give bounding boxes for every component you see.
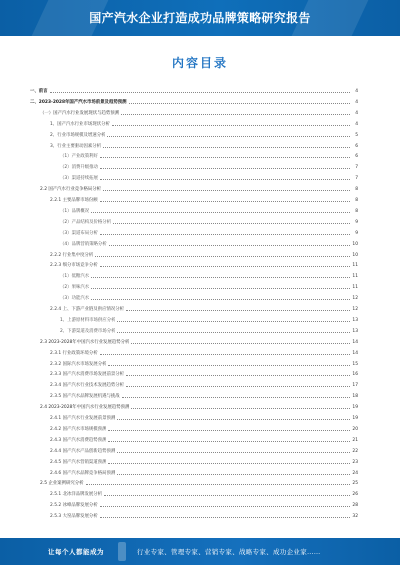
toc-entry-label: 2.4.2 国产汽水市场规模预测 xyxy=(50,426,107,432)
toc-leader-dots xyxy=(117,320,350,322)
toc-leader-dots xyxy=(109,244,350,246)
toc-entry-label: （2）果味汽水 xyxy=(60,285,90,291)
footer-divider xyxy=(118,542,126,561)
toc-entry-page: 9 xyxy=(355,230,358,236)
toc-leader-dots xyxy=(117,451,350,453)
toc-leader-dots xyxy=(108,440,350,442)
toc-leader-dots xyxy=(126,309,350,311)
toc-entry-page: 4 xyxy=(355,89,358,94)
toc-entry[interactable] xyxy=(30,110,358,116)
toc-entry-label: 2.4.1 国产汽水行业发展前景预测 xyxy=(50,416,116,421)
toc-entry[interactable] xyxy=(30,426,358,432)
toc-entry[interactable] xyxy=(30,241,358,247)
toc-entry-label: 2.2.2 行业集中度分析 xyxy=(50,252,94,258)
toc-entry-page: 14 xyxy=(352,350,358,356)
toc-leader-dots xyxy=(129,102,350,104)
report-title: 国产汽水企业打造成功品牌策略研究报告 xyxy=(89,11,311,25)
toc-entry-page: 12 xyxy=(352,296,358,302)
toc-entry-page: 26 xyxy=(352,492,358,498)
toc-entry-label: 1、国产汽水行业市场现状分析 xyxy=(50,121,110,127)
toc-leader-dots xyxy=(100,505,350,507)
toc-entry-page: 13 xyxy=(352,317,358,323)
toc-leader-dots xyxy=(95,255,350,257)
toc-leader-dots xyxy=(100,353,350,355)
toc-entry-label: 2.3.5 国产汽水品牌发展机遇与挑战 xyxy=(50,394,120,400)
toc-leader-dots xyxy=(91,298,350,300)
toc-entry-page: 11 xyxy=(352,274,358,280)
toc-entry[interactable] xyxy=(30,186,358,192)
toc-leader-dots xyxy=(91,287,350,289)
toc-entry-label: 2.4 2023-2028年中国汽水行业发展趋势预测 xyxy=(40,405,130,411)
toc-entry[interactable] xyxy=(30,99,358,105)
toc-entry-label: 2.4.4 国产汽水产品创新趋势预测 xyxy=(50,448,116,454)
toc-entry-label: 2.3 2023-2028年中国汽水行业发展趋势分析 xyxy=(40,339,130,345)
toc-entry[interactable] xyxy=(30,513,358,519)
toc-entry-page: 8 xyxy=(355,187,358,193)
toc-entry-page: 32 xyxy=(352,514,358,520)
toc-leader-dots xyxy=(100,516,350,518)
toc-entry[interactable] xyxy=(30,491,358,497)
toc-leader-dots xyxy=(108,462,350,464)
toc-entry-page: 11 xyxy=(352,263,358,269)
footer-banner xyxy=(0,538,400,565)
toc-leader-dots xyxy=(100,156,350,158)
toc-entry-label: （1）低糖汽水 xyxy=(60,274,90,280)
toc-entry[interactable] xyxy=(30,284,358,290)
toc-entry-page: 7 xyxy=(355,176,358,182)
toc-leader-dots xyxy=(122,396,350,398)
toc-heading: 内容目录 xyxy=(171,56,228,70)
toc-entry-page: 12 xyxy=(352,307,358,312)
toc-entry-page: 15 xyxy=(352,361,358,367)
toc-entry-label: 2.2.1 主要品牌市场份额 xyxy=(50,198,98,203)
toc-entry[interactable] xyxy=(30,132,358,138)
toc-entry-label: 2.5.1 北冰洋品牌发展分析 xyxy=(50,492,103,498)
toc-entry[interactable] xyxy=(30,143,358,149)
toc-leader-dots xyxy=(126,374,350,376)
toc-leader-dots xyxy=(91,211,350,213)
toc-leader-dots xyxy=(103,189,350,191)
toc-entry-label: （1）品牌概况 xyxy=(60,208,90,214)
toc-entry-page: 7 xyxy=(355,165,358,171)
toc-entry-page: 10 xyxy=(352,241,358,247)
toc-entry-page: 5 xyxy=(355,132,358,138)
toc-entry-label: 3、行业主要驱动因素分析 xyxy=(50,143,102,149)
toc-entry[interactable] xyxy=(30,273,358,279)
toc-leader-dots xyxy=(108,364,350,366)
toc-entry[interactable] xyxy=(30,339,358,345)
toc-entry-page: 8 xyxy=(355,208,358,214)
toc-entry-label: （3）功能汽水 xyxy=(60,296,90,302)
toc-entry-page: 18 xyxy=(352,394,358,400)
toc-entry[interactable] xyxy=(30,88,358,94)
toc-entry-label: 2.5 企业案例研究分析 xyxy=(40,481,84,487)
toc-entry[interactable] xyxy=(30,393,358,399)
toc-entry-page: 20 xyxy=(352,426,358,432)
toc-entry-label: 2.3.2 国际汽水市场发展分析 xyxy=(50,361,107,367)
toc-entry-page: 28 xyxy=(352,503,358,509)
toc-leader-dots xyxy=(131,407,350,409)
toc-entry-label: （4）品牌营销策略分析 xyxy=(60,241,107,247)
toc-leader-dots xyxy=(108,429,350,431)
toc-entry[interactable] xyxy=(30,480,358,486)
toc-entry[interactable] xyxy=(30,219,358,225)
toc-entry[interactable] xyxy=(30,382,358,388)
toc-entry-page: 9 xyxy=(355,219,358,225)
toc-entry-label: 2.5.2 冰峰品牌发展分析 xyxy=(50,503,98,509)
toc-entry[interactable] xyxy=(30,470,358,476)
toc-entry-page: 4 xyxy=(355,99,358,105)
toc-entry[interactable] xyxy=(30,262,358,268)
toc-entry[interactable] xyxy=(30,306,358,312)
toc-entry[interactable] xyxy=(30,252,358,258)
toc-entry[interactable] xyxy=(30,448,358,454)
toc-leader-dots xyxy=(117,418,350,420)
toc-entry-label: （1）产业政策利好 xyxy=(60,154,98,160)
toc-entry-label: 2.3.3 国产汽水消费市场发展前景分析 xyxy=(50,372,125,378)
toc-entry[interactable] xyxy=(30,404,358,410)
toc-entry[interactable] xyxy=(30,328,358,334)
toc-entry-page: 25 xyxy=(352,481,358,487)
toc-entry[interactable] xyxy=(30,121,358,127)
toc-entry-page: 19 xyxy=(352,405,358,411)
toc-entry[interactable] xyxy=(30,437,358,443)
toc-leader-dots xyxy=(100,200,350,202)
toc-entry-page: 4 xyxy=(355,110,358,116)
toc-entry[interactable] xyxy=(30,502,358,508)
toc-entry-page: 23 xyxy=(352,459,358,465)
toc-entry-page: 21 xyxy=(352,437,358,443)
toc-leader-dots xyxy=(100,167,350,169)
toc-entry-label: （3）渠道布局分析 xyxy=(60,230,98,236)
toc-entry-page: 24 xyxy=(352,470,358,476)
footer-slogan-left: 让每个人都能成为 xyxy=(48,548,104,556)
toc-entry[interactable] xyxy=(30,197,358,203)
toc-entry-page: 16 xyxy=(352,372,358,378)
toc-entry[interactable] xyxy=(30,208,358,214)
toc-entry-page: 17 xyxy=(352,383,358,389)
toc-leader-dots xyxy=(50,91,350,93)
toc-leader-dots xyxy=(107,135,350,137)
toc-leader-dots xyxy=(103,146,350,148)
toc-entry-label: 2.3.4 国产汽水行业技术发展趋势分析 xyxy=(50,383,125,389)
toc-entry[interactable] xyxy=(30,317,358,323)
toc-entry-label: 2.2.3 细分市场竞争分析 xyxy=(50,263,98,269)
toc-entry-label: 2.5.3 大窑品牌发展分析 xyxy=(50,514,98,520)
toc-entry-page: 6 xyxy=(355,143,358,149)
toc-leader-dots xyxy=(126,385,350,387)
toc-entry[interactable] xyxy=(30,164,358,170)
toc-entry-label: 一、前言 xyxy=(30,89,48,94)
toc-entry[interactable] xyxy=(30,230,358,236)
header-banner xyxy=(0,0,400,36)
toc-entry-page: 13 xyxy=(352,328,358,334)
toc-leader-dots xyxy=(91,276,350,278)
toc-entry-page: 8 xyxy=(355,198,358,203)
toc-leader-dots xyxy=(131,342,350,344)
toc-entry-page: 6 xyxy=(355,154,358,160)
toc-entry-label: （2）消费升级推动 xyxy=(60,165,98,171)
toc-entry-label: 二、2023-2028年国产汽水市场前景及趋势预测 xyxy=(30,99,127,105)
toc-entry-page: 4 xyxy=(355,121,358,127)
toc-entry-page: 19 xyxy=(352,416,358,421)
toc-leader-dots xyxy=(104,494,350,496)
toc-entry-label: 2.4.6 国产汽水品牌竞争格局预测 xyxy=(50,470,116,476)
toc-entry[interactable] xyxy=(30,415,358,421)
footer-slogan-right: 行业专家、管理专家、营销专家、战略专家、成功企业家…… xyxy=(137,548,321,556)
toc-leader-dots xyxy=(100,178,350,180)
toc-entry-label: 2.3.1 行业政策环境分析 xyxy=(50,350,98,356)
toc-entry-page: 14 xyxy=(352,339,358,345)
toc-entry-page: 22 xyxy=(352,448,358,454)
toc-entry[interactable] xyxy=(30,350,358,356)
toc-entry-page: 10 xyxy=(352,252,358,258)
toc-leader-dots xyxy=(117,473,350,475)
toc-entry-label: 2、下游渠道及消费市场分析 xyxy=(60,328,116,334)
toc-leader-dots xyxy=(113,222,350,224)
toc-entry[interactable] xyxy=(30,175,358,181)
toc-entry-label: 2.2.4 上、下游产业链及供应情况分析 xyxy=(50,307,125,312)
toc-entry-label: （3）渠道持续拓展 xyxy=(60,176,98,182)
toc-entry[interactable] xyxy=(30,153,358,159)
toc-entry-label: 2.4.5 国产汽水营销渠道预测 xyxy=(50,459,107,465)
toc-entry-label: 2.2 国产汽水行业竞争格局分析 xyxy=(40,187,102,193)
toc-entry-label: （2）产品结构及价格分析 xyxy=(60,219,112,225)
toc-entry-label: （一）国产汽水行业发展现状与趋势预测 xyxy=(40,110,120,116)
toc-leader-dots xyxy=(100,265,350,267)
toc-leader-dots xyxy=(86,483,350,485)
toc-entry[interactable] xyxy=(30,361,358,367)
toc-entry-label: 1、上游原材料市场供应分析 xyxy=(60,317,116,323)
toc-leader-dots xyxy=(100,233,350,235)
toc-leader-dots xyxy=(121,113,350,115)
toc-entry[interactable] xyxy=(30,371,358,377)
toc-entry[interactable] xyxy=(30,295,358,301)
toc-leader-dots xyxy=(117,331,350,333)
toc-entry-label: 2.4.3 国产汽水消费趋势预测 xyxy=(50,437,107,443)
toc-leader-dots xyxy=(112,124,350,126)
toc-entry[interactable] xyxy=(30,459,358,465)
toc-entry-label: 2、行业市场规模及增速分析 xyxy=(50,132,106,138)
toc-entry-page: 11 xyxy=(352,285,358,291)
